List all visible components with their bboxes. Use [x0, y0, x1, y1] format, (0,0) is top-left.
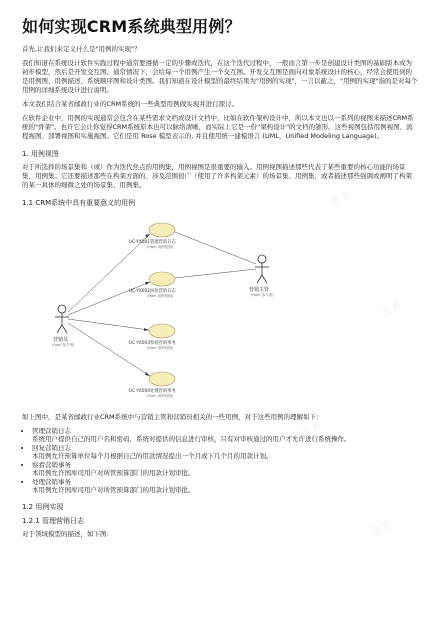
function-desc: 系统用户提供自己的用户名和密码，系统对提供的信息进行审核，只有对审核通过的用户才允许进行系统操作。 [32, 435, 351, 443]
list-item [32, 478, 418, 494]
usecase-label-1: UC-YX001管理营销日志 [129, 240, 176, 245]
usecase-ellipse-2 [149, 272, 175, 286]
usecase-tag-3: (from 用例视图) [147, 346, 173, 350]
function-name: 管理营销日志 [32, 427, 71, 435]
actor-manager-tag: (from 参与者) [251, 293, 274, 297]
usecase-ellipse-1 [149, 223, 175, 237]
list-item [32, 444, 418, 460]
usecase-tag-2: (from 用例视图) [147, 294, 173, 298]
section-heading-usecase-realization: 1.2 用例实现 [22, 503, 64, 511]
paragraph-scope: 本文我们结合某省邮政行业的CRM系统的一些典型用例做实现并进行探讨。 [22, 100, 239, 108]
function-name: 察看营销事务 [32, 461, 71, 469]
watermark: 道客 [378, 297, 404, 320]
association-lines [68, 232, 256, 376]
section-heading-important-usecases: 1.1 CRM系统中具有重要意义的用例 [22, 199, 136, 207]
section-heading-usecase-view: 1. 用例视图 [22, 150, 59, 158]
intro-question: 首先,让我们来定义什么是"用例的实现"？ [22, 45, 141, 53]
paragraph-usecase-view: 对于所选择的场景集和（或）作为迭代焦点的用例集，用例视图是很重要的输入。用例视图描述那些代表了某些重要的核心功能的场景集、用例集。它还要描述那些在构架方面的、涉及范围很广（使用了许多构架元素）的场景集、用例集，或者描述那些强调或阐明了构架的某一具体的细微之处的场景集、用例集。 [22, 163, 412, 189]
function-desc: 本用例允许国库司用户对所管预算部门的用款计划审批。 [32, 486, 195, 494]
watermark: 道客 [368, 517, 394, 540]
function-name: 回复营销日志 [32, 444, 71, 452]
usecase-ellipse-4 [149, 372, 175, 386]
function-desc: 本用例允许预算单位每个月根据自己的用款情况提出一个月或下几个月的用款计划。 [32, 452, 273, 460]
usecase-label-2: UC-YX002回复营销日志 [129, 289, 176, 294]
list-item [32, 461, 418, 477]
paragraph-domain-model: 对于领域模型的描述，如下图： [22, 530, 113, 538]
usecase-diagram [22, 212, 322, 407]
usecase-label-4: UC-YX004处理营销事务 [129, 389, 176, 394]
usecase-tag-1: (from 用例视图) [147, 245, 173, 249]
page-title: 如何实现CRM系统典型用例？ [22, 17, 241, 36]
paragraph-usecase-explanation: 如上图中，是某省邮政行业CRM系统中与营销主管和营销员相关的一些用例，对于这些用例的理解如下： [22, 413, 323, 421]
actor-sales-icon [55, 305, 69, 333]
usecase-ellipse-3 [149, 324, 175, 338]
function-desc: 本用例允许国库司用户对所管预算部门的用款计划审批。 [32, 469, 195, 477]
association-arrows [144, 234, 150, 376]
watermark: 道客 [298, 417, 324, 440]
actor-sales-label: 营销员 [53, 337, 69, 343]
usecase-label-3: UC-YX003察看营销事务 [129, 341, 176, 346]
actor-manager-icon [255, 255, 269, 283]
usecase-function-list [22, 427, 418, 494]
actor-sales-tag: (from 参与者) [52, 343, 75, 347]
function-name: 处理营销事务 [32, 478, 71, 486]
paragraph-design-process: 我们知道在系统设计软件实践过程中通常要遵循一定的步骤或迭代，在这个迭代过程中，一般而言第一步是创建设计类图的基础版本或为初步模型，然后是开发交互图。通常情况下，会给每一个用例产生一个交互图。开发交互图是面向对象系统设计的核心，经常会使用到的是用例图、用例描述、系统顺序图和设计类图。我们知道在设计模型的最终结果为"用例的实现"，一言以蔽之，"用例的实现"指的是对每个用例的详细系统设计进行说明。 [22, 59, 418, 94]
paragraph-architecture: 在软件企业中，用例的实现通常会包含在某些需求文档或设计文档中，比如在软件架构设计中，所以本文也以一系列的视图来描述CRM系统的"骨架"。也许它会让你觉得CRM系统原本也可以脉络清晰，而实际上它是一份"架构设计"的文档的雏形。这些视图包括用例视图、流程视图、部署视图和实施视图。它们是用 Rose 模型表示的, 并且使用统一建模语言 (UML，Unified Modeling Language)。 [22, 114, 414, 140]
usecase-tag-4: (from 用例视图) [147, 394, 173, 398]
watermark: 道客 [328, 187, 354, 210]
section-heading-manage-log: 1.2.1 管理营销日志 [22, 517, 85, 525]
list-item [32, 427, 418, 443]
actor-manager-label: 营销主管 [249, 287, 270, 293]
